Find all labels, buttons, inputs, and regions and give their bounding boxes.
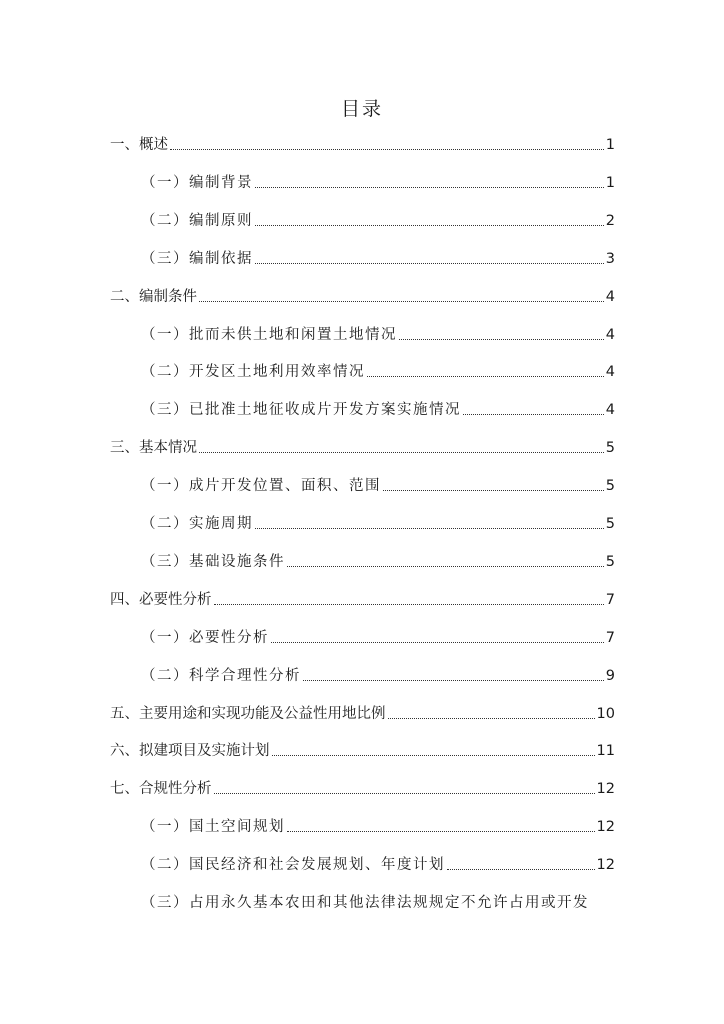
toc-page-number: 1 xyxy=(605,137,615,153)
toc-entry-label: 二、编制条件 xyxy=(110,289,197,305)
toc-entry-label: （二）编制原则 xyxy=(141,213,253,229)
toc-entry-label: 七、合规性分析 xyxy=(110,781,212,797)
toc-leader-dots xyxy=(170,149,604,150)
toc-leader-dots xyxy=(287,831,595,832)
toc-entry xyxy=(141,627,615,649)
toc-entry-label: （二）国民经济和社会发展规划、年度计划 xyxy=(141,857,445,873)
toc-leader-dots xyxy=(255,263,604,264)
toc-entry-label: （一）批而未供土地和闲置土地情况 xyxy=(141,327,397,343)
toc-entry xyxy=(141,248,615,270)
toc-page-number: 4 xyxy=(605,327,615,343)
toc-entry xyxy=(141,475,615,497)
toc-entry-label: （一）成片开发位置、面积、范围 xyxy=(141,478,381,494)
toc-entry-label: 三、基本情况 xyxy=(110,440,197,456)
toc-entry-label: 六、拟建项目及实施计划 xyxy=(110,743,270,759)
toc-leader-dots xyxy=(367,376,604,377)
toc-entry-label: （三）基础设施条件 xyxy=(141,554,285,570)
toc-entry-label: （一）编制背景 xyxy=(141,175,253,191)
toc-entry-label: （一）国土空间规划 xyxy=(141,819,285,835)
toc-page-number: 12 xyxy=(596,781,615,797)
toc-leader-dots xyxy=(447,869,595,870)
toc-page-number: 4 xyxy=(605,364,615,380)
toc-entry-label: （二）开发区土地利用效率情况 xyxy=(141,364,365,380)
toc-leader-dots xyxy=(287,566,604,567)
toc-page-number: 7 xyxy=(605,630,615,646)
toc-leader-dots xyxy=(388,718,595,719)
toc-entry xyxy=(141,172,615,194)
toc-entry-label: （三）占用永久基本农田和其他法律法规规定不允许占用或开发 xyxy=(141,895,589,911)
toc-entry xyxy=(141,210,615,232)
toc-entry xyxy=(110,740,615,762)
toc-entry xyxy=(141,854,615,876)
toc-page-number: 5 xyxy=(605,516,615,532)
toc-page-number: 4 xyxy=(605,289,615,305)
toc-leader-dots xyxy=(272,755,595,756)
toc-page-number: 2 xyxy=(605,213,615,229)
toc-leader-dots xyxy=(271,642,604,643)
toc-leader-dots xyxy=(383,490,604,491)
toc-page-number: 7 xyxy=(605,592,615,608)
toc-entry xyxy=(141,324,615,346)
toc-page-number: 11 xyxy=(596,743,615,759)
toc-entry xyxy=(141,513,615,535)
toc-entry-label: （三）已批准土地征收成片开发方案实施情况 xyxy=(141,402,461,418)
toc-leader-dots xyxy=(303,680,604,681)
toc-page-number: 3 xyxy=(605,251,615,267)
toc-leader-dots xyxy=(214,793,595,794)
toc-entry xyxy=(110,437,615,459)
toc-entry xyxy=(110,778,615,800)
toc-page-number: 4 xyxy=(605,402,615,418)
toc-entry xyxy=(141,816,615,838)
toc-page-number: 5 xyxy=(605,440,615,456)
toc-leader-dots xyxy=(255,528,604,529)
toc-entry-label: 四、必要性分析 xyxy=(110,592,212,608)
toc-page-number: 5 xyxy=(605,554,615,570)
toc-entry-label: （二）实施周期 xyxy=(141,516,253,532)
toc-entry-label: （一）必要性分析 xyxy=(141,630,269,646)
toc-entry-label: （二）科学合理性分析 xyxy=(141,668,301,684)
toc-leader-dots xyxy=(199,301,604,302)
page-title: 目录 xyxy=(340,98,383,120)
toc-entry xyxy=(110,286,615,308)
toc-leader-dots xyxy=(255,187,604,188)
toc-entry xyxy=(141,665,615,687)
toc-page-number: 9 xyxy=(605,668,615,684)
toc-page-number: 1 xyxy=(605,175,615,191)
toc-entry xyxy=(110,134,615,156)
toc-leader-dots xyxy=(214,604,604,605)
toc-page-number: 12 xyxy=(596,857,615,873)
toc-entry xyxy=(110,589,615,611)
toc-leader-dots xyxy=(463,414,604,415)
toc-leader-dots xyxy=(199,452,604,453)
toc-leader-dots xyxy=(399,339,604,340)
toc-page-number: 5 xyxy=(605,478,615,494)
toc-entry-label: 五、主要用途和实现功能及公益性用地比例 xyxy=(110,706,386,722)
toc-entry xyxy=(141,399,615,421)
toc-page-number: 12 xyxy=(596,819,615,835)
toc-entry xyxy=(141,361,615,383)
toc-entry xyxy=(110,703,615,725)
toc-page-number: 10 xyxy=(596,706,615,722)
toc-entry xyxy=(141,892,615,914)
toc-entry xyxy=(141,551,615,573)
toc-leader-dots xyxy=(255,225,604,226)
toc-entry-label: （三）编制依据 xyxy=(141,251,253,267)
toc-entry-label: 一、概述 xyxy=(110,137,168,153)
